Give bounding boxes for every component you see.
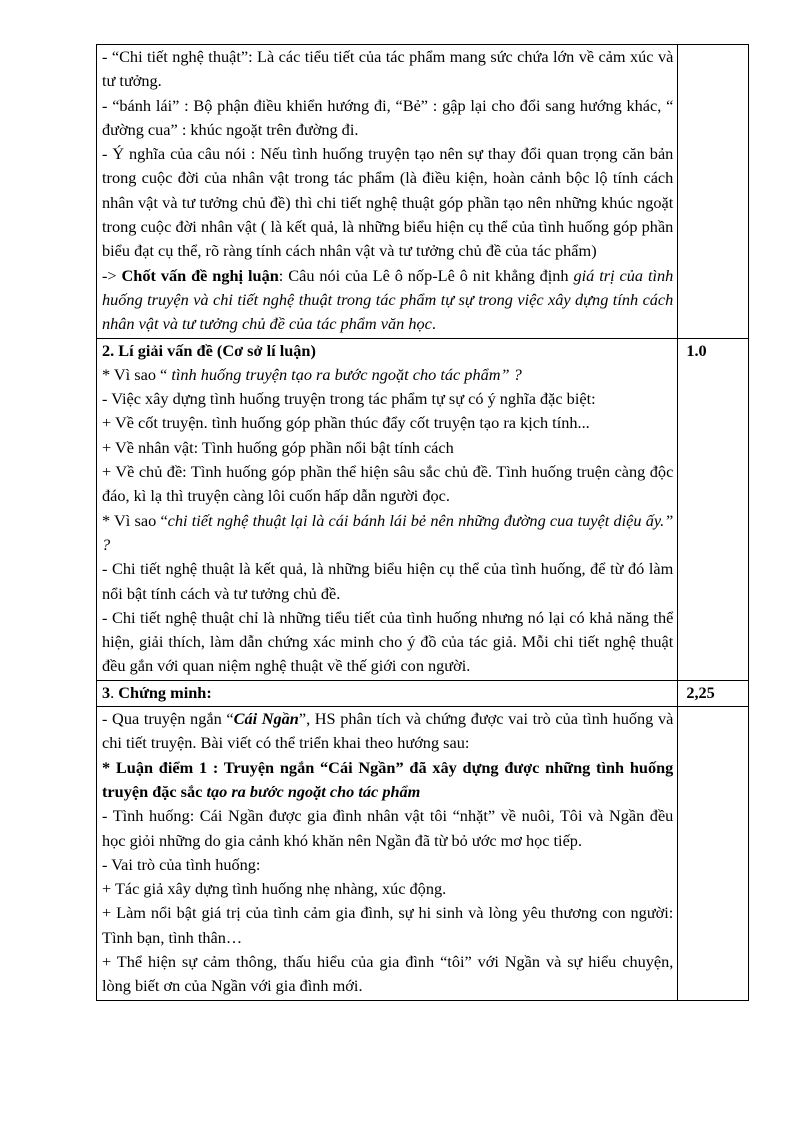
- text-paragraph: [102, 363, 673, 387]
- text-run: - Việc xây dựng tình huống truyện trong tác phẩm tự sự có ý nghĩa đặc biệt:: [102, 389, 596, 409]
- content-cell: [97, 338, 678, 680]
- text-run: 3: [102, 682, 111, 702]
- content-cell: [97, 680, 678, 706]
- text-paragraph: [102, 460, 673, 509]
- text-paragraph: [102, 387, 673, 411]
- text-paragraph: [102, 707, 673, 756]
- score-cell: [678, 45, 749, 339]
- table-row: [97, 680, 749, 706]
- text-run: - “bánh lái” : Bộ phận điều khiển hướng đi, “Bẻ” : gập lại cho đổi sang hướng khác, “ đường cua” : khúc ngoặt trên đường đi.: [102, 95, 674, 139]
- text-run: giá trị của tình huống truyện và chi tiết nghệ thuật trong tác phẩm tự sự trong việc xây dựng tính cách nhân vật và tư tưởng chủ đề của tác phẩm văn học: [102, 265, 674, 334]
- text-paragraph: [102, 804, 673, 853]
- text-run: - Ý nghĩa của câu nói : Nếu tình huống truyện tạo nên sự thay đổi quan trọng căn bản trong cuộc đời của nhân vật trong tác phẩm (là điều kiện, hoàn cảnh bộc lộ tính cách nhân vật và tư tưởng chủ đề) thì chi tiết nghệ thuật góp phần tạo nên những khúc ngoặt trong cuộc đời nhân vật ( là kết quả, là những biểu hiện cụ thể của tình huống góp phần biểu đạt cụ thể, rõ ràng tính cách nhân vật và tư tưởng chủ đề của tác phẩm): [102, 144, 674, 261]
- text-paragraph: [102, 606, 673, 679]
- text-paragraph: [102, 45, 673, 94]
- text-paragraph: [102, 853, 673, 877]
- score-cell: [678, 707, 749, 1001]
- score-cell: 2,25: [678, 680, 749, 706]
- text-paragraph: [102, 436, 673, 460]
- text-paragraph: [102, 339, 673, 363]
- text-paragraph: [102, 142, 673, 263]
- text-paragraph: [102, 94, 673, 143]
- content-cell: [97, 45, 678, 339]
- text-run: Cái Ngần: [233, 709, 299, 729]
- text-run: ”, HS phân tích và chứng được vai trò của tình huống và chi tiết truyện. Bài viết có thể triển khai theo hướng sau:: [102, 709, 674, 753]
- text-run: .: [431, 314, 436, 334]
- text-paragraph: [102, 756, 673, 805]
- text-run: .: [110, 682, 119, 702]
- text-run: - Qua truyện ngắn “: [102, 709, 234, 729]
- text-run: - Vai trò của tình huống:: [102, 854, 261, 874]
- text-paragraph: [102, 877, 673, 901]
- text-run: - Tình huống: Cái Ngần được gia đình nhân vật tôi “nhặt” về nuôi, Tôi và Ngần đều học giỏi những do gia cảnh khó khăn nên Ngần đã từ bỏ ước mơ học tiếp.: [102, 806, 674, 850]
- text-run: * Luận điểm 1 : Truyện ngắn “Cái Ngần” đã xây dựng được những tình huống truyện đặc sắc: [102, 757, 674, 801]
- text-run: 2. Lí giải vấn đề (Cơ sở lí luận): [102, 340, 316, 360]
- text-paragraph: [102, 950, 673, 999]
- text-run: + Về chủ đề: Tình huống góp phần thể hiện sâu sắc chủ đề. Tình huống truện càng độc đáo, kì lạ thì truyện càng lôi cuốn hấp dẫn người đọc.: [102, 462, 674, 506]
- text-run: - Chi tiết nghệ thuật chỉ là những tiểu tiết của tình huống nhưng nó lại có khả năng thể hiện, giải thích, làm dẫn chứng xác minh cho ý đồ của tác giả. Mỗi chi tiết nghệ thuật đều gắn với quan niệm nghệ thuật về thế giới con người.: [102, 607, 674, 676]
- text-run: * Vì sao “: [102, 510, 168, 530]
- content-cell: [97, 707, 678, 1001]
- text-paragraph: [102, 557, 673, 606]
- text-run: + Thể hiện sự cảm thông, thấu hiểu của gia đình “tôi” với Ngần và sự hiểu chuyện, lòng biết ơn của Ngần với gia đình mới.: [102, 951, 674, 996]
- score-cell: 1.0: [678, 338, 749, 680]
- text-run: : Câu nói của Lê ô nốp-Lê ô nit khẳng định: [278, 265, 574, 285]
- text-run: chi tiết nghệ thuật lại là cái bánh lái bẻ nên những đường cua tuyệt diệu ấy.” ?: [102, 510, 674, 554]
- text-paragraph: [102, 681, 673, 705]
- table-row: [97, 707, 749, 1001]
- text-run: tạo ra bước ngoặt cho tác phẩm: [206, 781, 421, 801]
- text-run: ->: [102, 265, 122, 285]
- text-run: Chốt vấn đề nghị luận: [121, 265, 279, 285]
- text-paragraph: [102, 264, 673, 337]
- text-run: Chứng minh:: [118, 682, 212, 702]
- text-run: tình huống truyện tạo ra bước ngoặt cho tác phẩm” ?: [171, 364, 522, 384]
- text-run: - “Chi tiết nghệ thuật”: Là các tiểu tiết của tác phẩm mang sức chứa lớn về cảm xúc và tư tưởng.: [102, 47, 674, 91]
- text-run: + Tác giả xây dựng tình huống nhẹ nhàng, xúc động.: [102, 879, 447, 899]
- table-row: [97, 338, 749, 680]
- text-run: * Vì sao “: [102, 364, 172, 384]
- text-paragraph: [102, 411, 673, 435]
- text-run: + Về nhân vật: Tình huống góp phần nổi bật tính cách: [102, 437, 454, 457]
- answer-table: [96, 44, 749, 1001]
- text-paragraph: [102, 509, 673, 558]
- text-run: + Về cốt truyện. tình huống góp phần thúc đẩy cốt truyện tạo ra kịch tính...: [102, 413, 590, 433]
- text-paragraph: [102, 901, 673, 950]
- text-run: - Chi tiết nghệ thuật là kết quả, là những biểu hiện cụ thể của tình huống, để từ đó làm nổi bật tính cách và tư tưởng chủ đề.: [102, 559, 674, 603]
- text-run: + Làm nổi bật giá trị của tình cảm gia đình, sự hi sinh và lòng yêu thương con người: Tình bạn, tình thân…: [102, 903, 674, 947]
- table-row: [97, 45, 749, 339]
